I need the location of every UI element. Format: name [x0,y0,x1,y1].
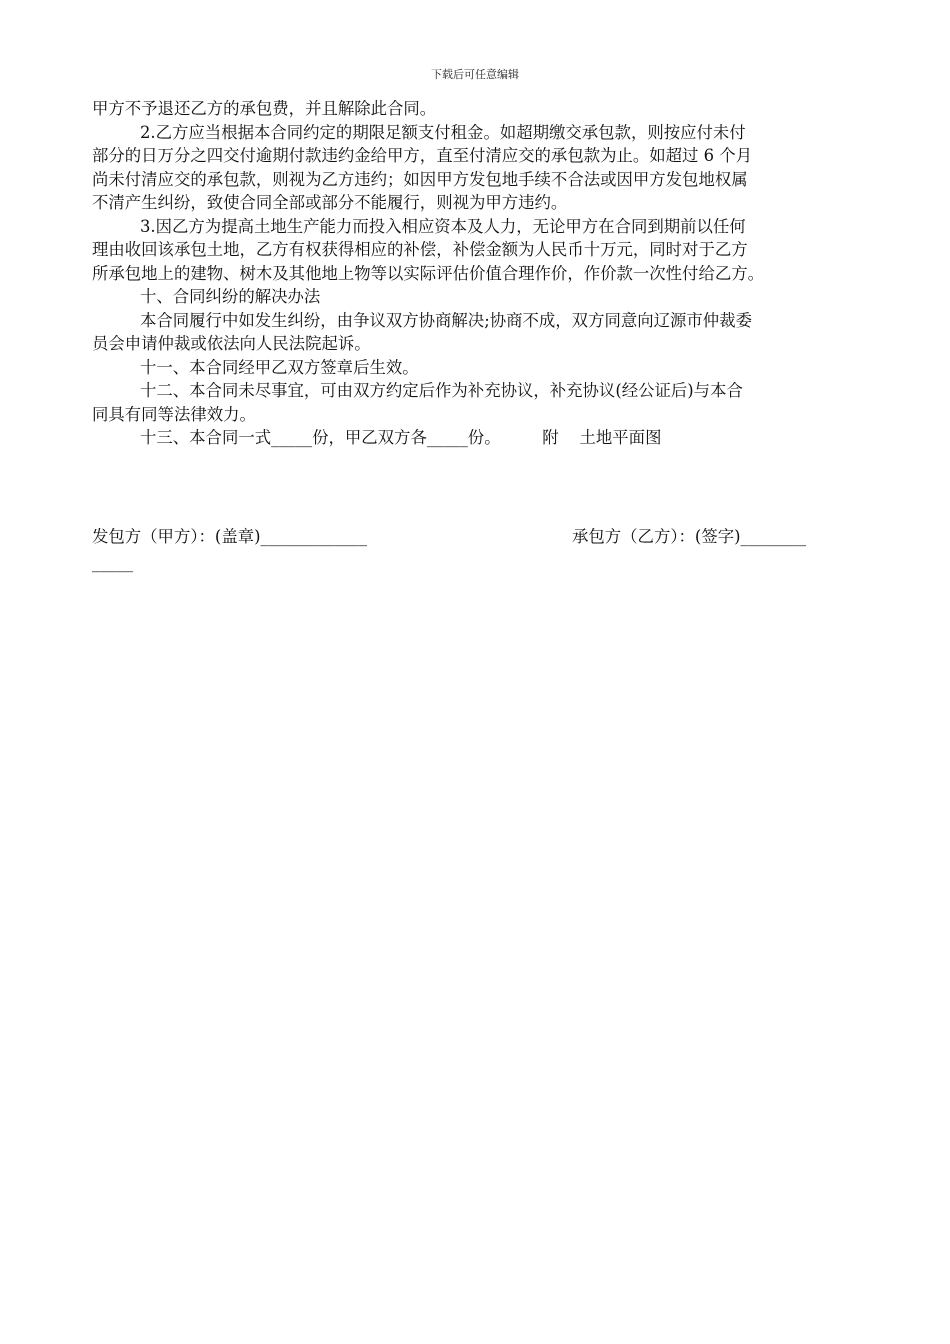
paragraph-line: 3.因乙方为提高土地生产能力而投入相应资本及人力，无论甲方在合同到期前以任何 [140,216,746,236]
paragraph-line: 十二、本合同未尽事宜，可由双方约定后作为补充协议，补充协议(经公证后)与本合 [140,381,743,400]
paragraph-line: 本合同履行中如发生纠纷，由争议双方协商解决;协商不成，双方同意向辽源市仲裁委 [140,310,752,330]
contract-body [92,97,862,450]
paragraph-line: 同具有同等法律效力。 [92,404,256,424]
signature-row [92,525,862,549]
paragraph-line: 理由收回该承包土地，乙方有权获得相应的补偿，补偿金额为人民币十万元，同时对于乙方 [92,240,748,259]
paragraph-line: 十三、本合同一式_____份，甲乙双方各_____份。 附 土地平面图 [140,428,662,447]
paragraph-line: 2.乙方应当根据本合同约定的期限足额支付租金。如超期缴交承包款，则按应付未付 [140,122,746,142]
page-header-note: 下载后可任意编辑 [431,68,519,81]
paragraph-line: 部分的日万分之四交付逾期付款违约金给甲方，直至付清应交的承包款为止。如超过 6 个月 [92,146,753,165]
section-heading: 十、合同纠纷的解决办法 [140,287,321,306]
paragraph-line: 员会申请仲裁或依法向人民法院起诉。 [92,334,371,353]
paragraph-line: 不清产生纠纷，致使合同全部或部分不能履行，则视为甲方违约。 [92,193,568,212]
party-b-signature: 承包方（乙方）：(签字)________ [572,527,807,546]
paragraph-line: 甲方不予退还乙方的承包费，并且解除此合同。 [92,99,437,118]
paragraph-line: 所承包地上的建物、树木及其他地上物等以实际评估价值合理作价，作价款一次性付给乙方。 [92,263,765,283]
party-a-signature: 发包方（甲方）：(盖章)_____________ [92,527,368,546]
party-b-signature-continuation: _____ [92,553,133,572]
paragraph-line: 十一、本合同经甲乙双方签章后生效。 [140,357,419,377]
paragraph-line: 尚未付清应交的承包款，则视为乙方违约；如因甲方发包地手续不合法或因甲方发包地权属 [92,169,748,189]
